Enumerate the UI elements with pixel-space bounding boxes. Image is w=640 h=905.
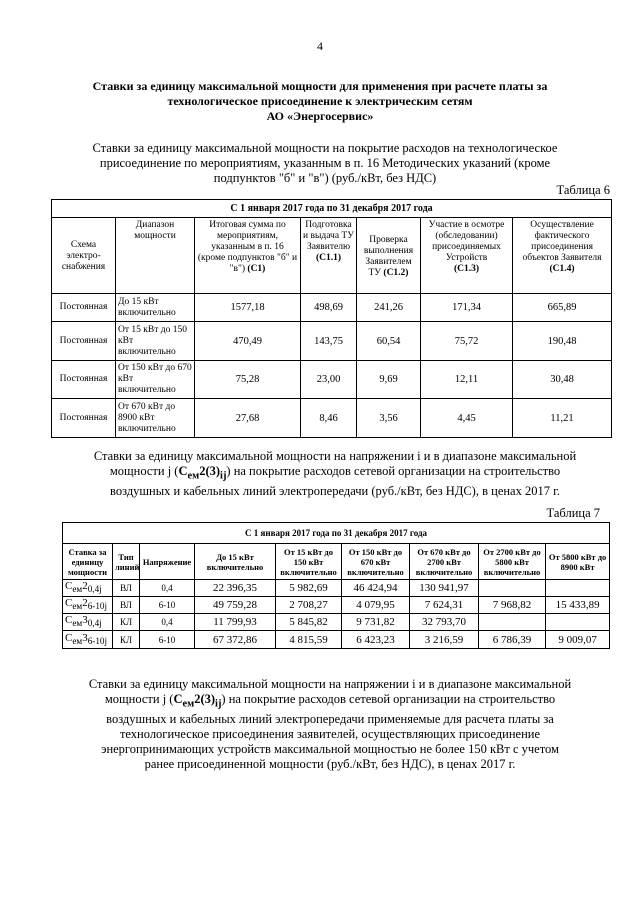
header-code: (С1.4)	[549, 264, 575, 274]
table6-header-c1	[195, 218, 301, 294]
formula-mid: 2(3)	[199, 464, 221, 478]
cell-d1: 67 372,86	[195, 631, 276, 649]
title-line: АО «Энергосервис»	[266, 109, 374, 123]
table-row	[63, 597, 610, 614]
formula-sub: ем	[182, 698, 195, 710]
table-row	[52, 361, 612, 399]
cell-d4: 32 793,70	[410, 614, 479, 631]
cell-d2: 5 982,69	[276, 580, 342, 597]
cell-d3: 9 731,82	[342, 614, 410, 631]
text: ) на покрытие расходов сетевой организации на строительство	[226, 464, 561, 478]
table6-description	[60, 141, 590, 186]
cell-d1: 22 396,35	[195, 580, 276, 597]
table6-header-c12	[357, 218, 421, 294]
cell-c1: 27,68	[195, 399, 301, 438]
rate-sub: 6-10j	[87, 601, 108, 612]
header-text: Подготовка и выдача ТУ Заявителю	[303, 220, 354, 252]
table-row	[63, 631, 610, 649]
rate-mid: 2	[82, 597, 88, 610]
formula-mid: 2(3)	[194, 692, 216, 706]
rate-sub: 0,4j	[87, 584, 102, 595]
cell-c11: 8,46	[301, 399, 357, 438]
formula-main: С	[173, 692, 183, 706]
table7-header-d1: До 15 кВт включительно	[195, 544, 276, 580]
header-code: (С1.2)	[383, 267, 409, 278]
page-number: 4	[317, 39, 323, 53]
rates-note	[50, 677, 610, 772]
cell-d6	[546, 614, 610, 631]
header-code: (С1)	[247, 264, 266, 274]
title-line: технологическое присоединение к электрическим сетям	[167, 94, 473, 108]
table-row	[52, 322, 612, 361]
cell-c1: 1577,18	[195, 294, 301, 322]
cell-type: ВЛ	[113, 580, 140, 597]
cell-d3: 6 423,23	[342, 631, 410, 649]
rate-main: С	[65, 614, 73, 627]
cell-c14: 30,48	[513, 361, 612, 399]
document-title	[60, 79, 580, 124]
cell-d2: 5 845,82	[276, 614, 342, 631]
formula-main: С	[178, 464, 188, 478]
table6-header-range: Диапазон мощности	[116, 218, 195, 294]
cell-range: От 670 кВт до 8900 кВт включительно	[116, 399, 195, 438]
table7-header-type: Тип линий	[113, 544, 140, 580]
header-code: (С1.3)	[453, 264, 480, 274]
cell-c1: 470,49	[195, 322, 301, 361]
cell-d6: 9 009,07	[546, 631, 610, 649]
rate-sub: 0,4j	[87, 618, 102, 629]
rate-mid: 2	[82, 580, 88, 593]
para-line: подпунктов "б" и "в") (руб./кВт, без НДС)	[213, 171, 437, 185]
header-text: Проверка выполнения Заявителем ТУ	[363, 234, 414, 278]
cell-c13: 171,34	[421, 294, 513, 322]
rate-sub: ем	[72, 636, 83, 647]
rate-sub: ем	[72, 584, 83, 595]
para-line: ранее присоединенной мощности (руб./кВт, без НДС), в ценах 2017 г.	[144, 756, 516, 771]
cell-range: От 150 кВт до 670 кВт включительно	[116, 361, 195, 399]
table7-header-d4: От 670 кВт до 2700 кВт включительно	[410, 544, 479, 580]
table7-label: Таблица 7	[546, 506, 600, 520]
table6-header-c14	[513, 218, 612, 294]
para-line: воздушных и кабельных линий электропередачи применяемые для расчета платы за	[106, 711, 554, 726]
cell-rate	[63, 614, 113, 631]
cell-d1: 11 799,93	[195, 614, 276, 631]
header-text: Участие в осмотре (обследовании) присоединяемых Устройств	[428, 220, 505, 263]
cell-voltage: 0,4	[140, 614, 195, 631]
cell-schema: Постоянная	[52, 322, 116, 361]
table-row	[63, 614, 610, 631]
table-row	[52, 294, 612, 322]
cell-d3: 4 079,95	[342, 597, 410, 614]
table6-header-schema: Схема электро-снабжения	[52, 218, 116, 294]
cell-rate	[63, 580, 113, 597]
para-line: Ставки за единицу максимальной мощности на покрытие расходов на технологическое	[92, 141, 558, 155]
cell-d5: 7 968,82	[479, 597, 546, 614]
cell-c11: 143,75	[301, 322, 357, 361]
rate-mid: 3	[82, 631, 88, 644]
header-text: Осуществление фактического присоединения объектов Заявителя	[522, 220, 602, 263]
table7-period: С 1 января 2017 года по 31 декабря 2017 года	[63, 523, 610, 544]
cell-c13: 75,72	[421, 322, 513, 361]
table7-header-rate: Ставка за единицу мощности	[63, 544, 113, 580]
para-line: воздушных и кабельных линий электропередачи (руб./кВт, без НДС), в ценах 2017 г.	[110, 483, 560, 498]
cell-type: КЛ	[113, 631, 140, 649]
cell-c12: 241,26	[357, 294, 421, 322]
cell-d6	[546, 580, 610, 597]
cell-d5: 6 786,39	[479, 631, 546, 649]
para-line: энергопринимающих устройств максимальной мощностью не более 150 кВт с учетом	[101, 741, 559, 756]
header-code: (С1.1)	[315, 253, 342, 263]
cell-c13: 4,45	[421, 399, 513, 438]
formula-sub: ем	[187, 470, 200, 482]
cell-range: До 15 кВт включительно	[116, 294, 195, 322]
cell-schema: Постоянная	[52, 399, 116, 438]
cell-voltage: 6-10	[140, 597, 195, 614]
text: мощности j (	[109, 464, 179, 478]
formula	[173, 692, 222, 710]
cell-type: КЛ	[113, 614, 140, 631]
table-6	[51, 199, 612, 438]
rate-sub: ем	[72, 601, 83, 612]
table7-header-d6: От 5800 кВт до 8900 кВт	[546, 544, 610, 580]
para-line: присоединение по мероприятиям, указанным в п. 16 Методических указаний (кроме	[99, 156, 551, 170]
text: мощности j (	[104, 692, 174, 706]
cell-type: ВЛ	[113, 597, 140, 614]
cell-c14: 190,48	[513, 322, 612, 361]
cell-c11: 498,69	[301, 294, 357, 322]
cell-d5	[479, 614, 546, 631]
rate-main: С	[65, 631, 73, 644]
cell-rate	[63, 631, 113, 649]
cell-d5	[479, 580, 546, 597]
table6-header-c13	[421, 218, 513, 294]
cell-d3: 46 424,94	[342, 580, 410, 597]
formula	[178, 464, 227, 482]
table-7	[62, 522, 610, 649]
rate-sub: 6-10j	[87, 636, 108, 647]
table7-header-d3: От 150 кВт до 670 кВт включительно	[342, 544, 410, 580]
cell-c12: 3,56	[357, 399, 421, 438]
cell-c1: 75,28	[195, 361, 301, 399]
table6-label: Таблица 6	[556, 183, 610, 197]
cell-d4: 3 216,59	[410, 631, 479, 649]
cell-c14: 665,89	[513, 294, 612, 322]
cell-schema: Постоянная	[52, 361, 116, 399]
cell-d6: 15 433,89	[546, 597, 610, 614]
rate-main: С	[65, 580, 73, 593]
para-line: Ставки за единицу максимальной мощности на напряжении i и в диапазоне максимальной	[88, 677, 572, 691]
cell-c11: 23,00	[301, 361, 357, 399]
cell-d2: 4 815,59	[276, 631, 342, 649]
cell-c12: 9,69	[357, 361, 421, 399]
title-line: Ставки за единицу максимальной мощности для применения при расчете платы за	[92, 79, 548, 93]
cell-rate	[63, 597, 113, 614]
cell-d2: 2 708,27	[276, 597, 342, 614]
para-line: Ставки за единицу максимальной мощности на напряжении i и в диапазоне максимальной	[93, 449, 577, 463]
para-line: технологическое присоединения заявителей, осуществляющих присоединение	[119, 726, 541, 741]
table7-header-d2: От 15 кВт до 150 кВт включительно	[276, 544, 342, 580]
formula-sub: ij	[220, 470, 227, 482]
table7-header-d5: От 2700 кВт до 5800 кВт включительно	[479, 544, 546, 580]
cell-range: От 15 кВт до 150 кВт включительно	[116, 322, 195, 361]
header-text: Итоговая сумма по мероприятиям, указанным в п. 16 (кроме подпунктов "б" и "в")	[197, 220, 298, 274]
cell-voltage: 0,4	[140, 580, 195, 597]
cell-d1: 49 759,28	[195, 597, 276, 614]
table6-header-c11	[301, 218, 357, 294]
rate-mid: 3	[82, 614, 88, 627]
cell-d4: 7 624,31	[410, 597, 479, 614]
rate-sub: ем	[72, 618, 83, 629]
cell-voltage: 6-10	[140, 631, 195, 649]
cell-c14: 11,21	[513, 399, 612, 438]
table7-description	[60, 449, 610, 499]
cell-d4: 130 941,97	[410, 580, 479, 597]
text: ) на покрытие расходов сетевой организации на строительство	[221, 692, 556, 706]
formula-sub: ij	[215, 698, 222, 710]
cell-schema: Постоянная	[52, 294, 116, 322]
rate-main: С	[65, 597, 73, 610]
table-row	[52, 399, 612, 438]
cell-c12: 60,54	[357, 322, 421, 361]
table-row	[63, 580, 610, 597]
cell-c13: 12,11	[421, 361, 513, 399]
table6-period: С 1 января 2017 года по 31 декабря 2017 года	[52, 200, 612, 218]
table7-header-voltage: Напряжение	[140, 544, 195, 580]
para-line	[50, 692, 610, 712]
para-line	[60, 464, 610, 484]
